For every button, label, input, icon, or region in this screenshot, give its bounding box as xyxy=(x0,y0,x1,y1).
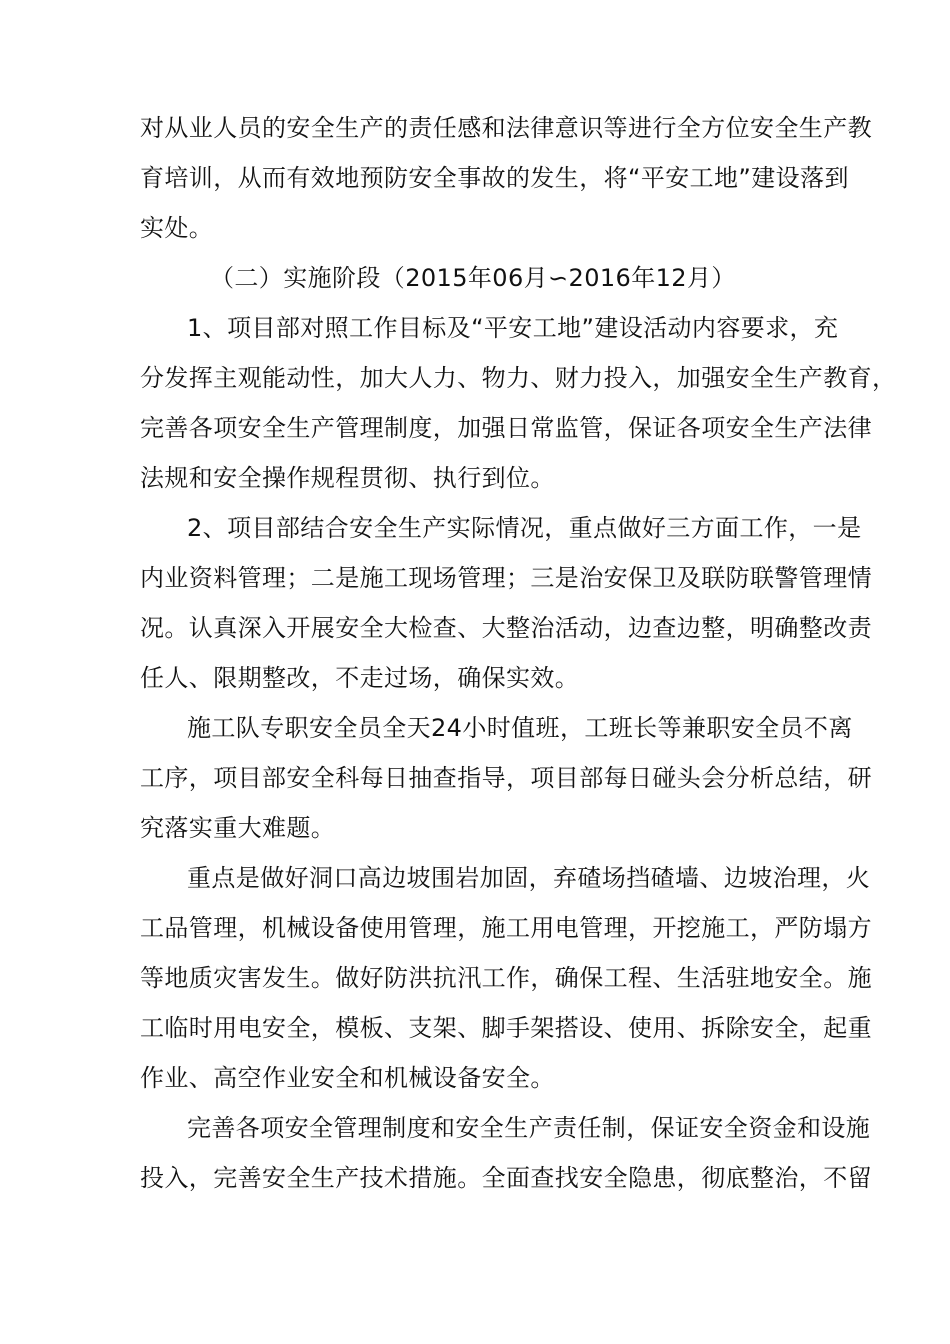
paragraph-line: 工品管理，机械设备使用管理，施工用电管理，开挖施工，严防塌方 xyxy=(140,914,872,942)
paragraph-line: 对从业人员的安全生产的责任感和法律意识等进行全方位安全生产教 xyxy=(140,114,872,142)
paragraph-line: 作业、高空作业安全和机械设备安全。 xyxy=(140,1064,555,1092)
paragraph-line: 施工队专职安全员全天24小时值班，工班长等兼职安全员不离 xyxy=(187,714,853,742)
paragraph-line: 育培训，从而有效地预防安全事故的发生，将“平安工地”建设落到 xyxy=(140,164,849,192)
paragraph-line: 况。认真深入开展安全大检查、大整治活动，边查边整，明确整改责 xyxy=(140,614,872,642)
paragraph-line: 等地质灾害发生。做好防洪抗汛工作，确保工程、生活驻地安全。施 xyxy=(140,964,872,992)
paragraph-line: 实处。 xyxy=(140,214,214,242)
paragraph-line: 重点是做好洞口高边坡围岩加固，弃碴场挡碴墙、边坡治理，火 xyxy=(187,864,871,892)
paragraph-line: 内业资料管理；二是施工现场管理；三是治安保卫及联防联警管理情 xyxy=(140,564,872,592)
paragraph-line: 法规和安全操作规程贯彻、执行到位。 xyxy=(140,464,555,492)
section-heading: （二）实施阶段（2015年06月∽2016年12月） xyxy=(210,264,736,292)
paragraph-line: 2、项目部结合安全生产实际情况，重点做好三方面工作，一是 xyxy=(187,514,862,542)
paragraph-line: 1、项目部对照工作目标及“平安工地”建设活动内容要求，充 xyxy=(187,314,839,342)
paragraph-line: 完善各项安全管理制度和安全生产责任制，保证安全资金和设施 xyxy=(187,1114,871,1142)
paragraph-line: 完善各项安全生产管理制度，加强日常监管，保证各项安全生产法律 xyxy=(140,414,872,442)
paragraph-line: 任人、限期整改，不走过场，确保实效。 xyxy=(140,664,580,692)
paragraph-line: 究落实重大难题。 xyxy=(140,814,336,842)
paragraph-line: 投入，完善安全生产技术措施。全面查找安全隐患，彻底整治，不留 xyxy=(140,1164,872,1192)
paragraph-line: 分发挥主观能动性，加大人力、物力、财力投入，加强安全生产教育， xyxy=(140,364,897,392)
paragraph-line: 工临时用电安全，模板、支架、脚手架搭设、使用、拆除安全，起重 xyxy=(140,1014,872,1042)
paragraph-line: 工序，项目部安全科每日抽查指导，项目部每日碰头会分析总结，研 xyxy=(140,764,872,792)
